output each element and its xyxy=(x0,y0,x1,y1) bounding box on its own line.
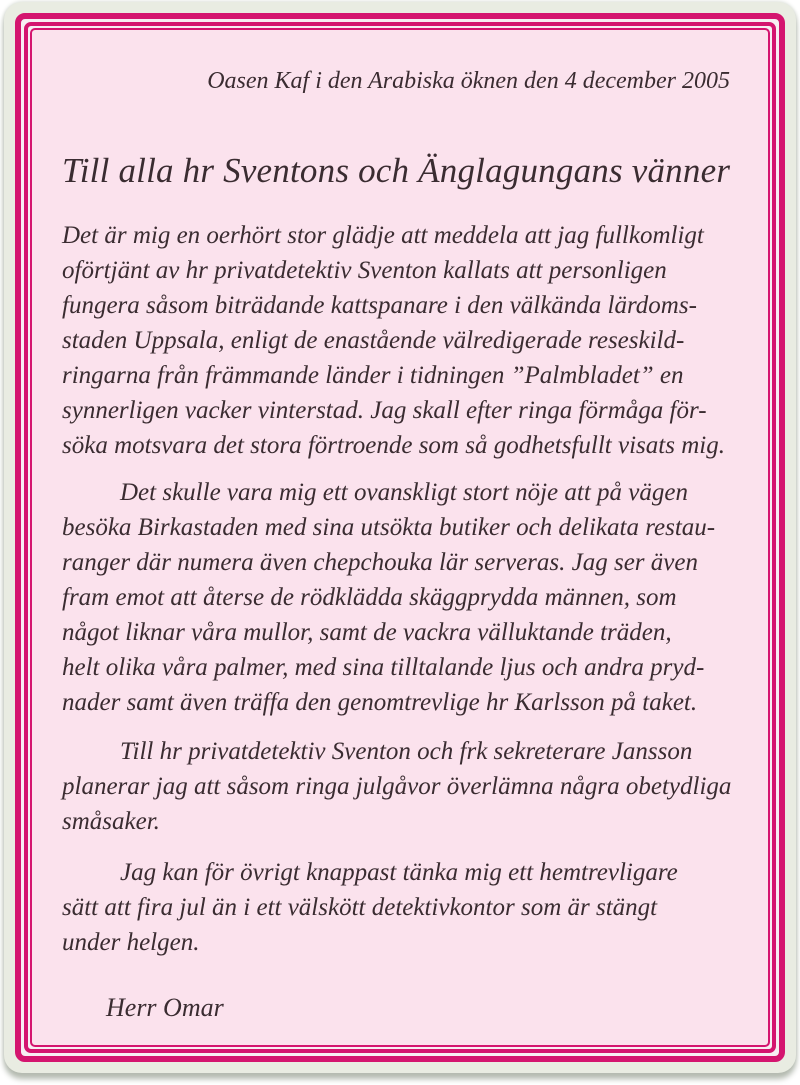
letter-card xyxy=(4,2,796,1073)
letter-line: helt olika våra palmer, med sina tilltalande ljus och andra pryd- xyxy=(62,654,705,681)
letter-line: staden Uppsala, enligt de enastående välredigerade reseskild- xyxy=(62,327,685,354)
decorative-border-middle xyxy=(24,22,776,1053)
letter-line: sätt att fira jul än i ett välskött detektivkontor som är stängt xyxy=(62,894,658,921)
letter-line: ringarna från främmande länder i tidningen ”Palmbladet” en xyxy=(62,362,684,389)
decorative-border-inner xyxy=(30,28,770,1047)
paragraph-1 xyxy=(62,218,738,463)
letter-line: Jag kan för övrigt knappast tänka mig ett hemtrevligare xyxy=(120,859,678,886)
letter-line: under helgen. xyxy=(62,929,200,956)
letter-line: fungera såsom biträdande kattspanare i den välkända lärdoms- xyxy=(62,292,697,319)
paragraph-2 xyxy=(62,475,738,720)
letter-line: något liknar våra mullor, samt de vackra välluktande träden, xyxy=(62,619,672,646)
salutation: Till alla hr Sventons och Änglagungans vänner xyxy=(62,151,731,190)
letter-content xyxy=(32,64,768,1047)
letter-line: småsaker. xyxy=(62,808,160,835)
paragraph-4 xyxy=(62,855,738,960)
letter-line: oförtjänt av hr privatdetektiv Sventon kallats att personligen xyxy=(62,257,667,284)
letter-line: söka motsvara det stora förtroende som så godhetsfullt visats mig. xyxy=(62,432,725,459)
letter-line: planerar jag att såsom ringa julgåvor överlämna några obetydliga xyxy=(62,773,732,800)
signature: Herr Omar xyxy=(106,993,224,1022)
letter-line: Det är mig en oerhört stor glädje att meddela att jag fullkomligt xyxy=(62,222,704,249)
paragraph-3 xyxy=(62,734,738,839)
letter-line: nader samt även träffa den genomtrevlige hr Karlsson på taket. xyxy=(62,689,698,716)
dateline: Oasen Kaf i den Arabiska öknen den 4 december 2005 xyxy=(207,68,730,94)
letter-line: ranger där numera även chepchouka lär serveras. Jag ser även xyxy=(62,549,698,576)
decorative-border-outer xyxy=(15,13,785,1062)
letter-line: synnerligen vacker vinterstad. Jag skall efter ringa förmåga för- xyxy=(62,397,707,424)
letter-line: Till hr privatdetektiv Sventon och frk sekreterare Jansson xyxy=(120,738,693,765)
letter-line: fram emot att återse de rödklädda skäggprydda männen, som xyxy=(62,584,677,611)
letter-line: besöka Birkastaden med sina utsökta butiker och delikata restau- xyxy=(62,514,716,541)
letter-line: Det skulle vara mig ett ovanskligt stort nöje att på vägen xyxy=(120,479,688,506)
